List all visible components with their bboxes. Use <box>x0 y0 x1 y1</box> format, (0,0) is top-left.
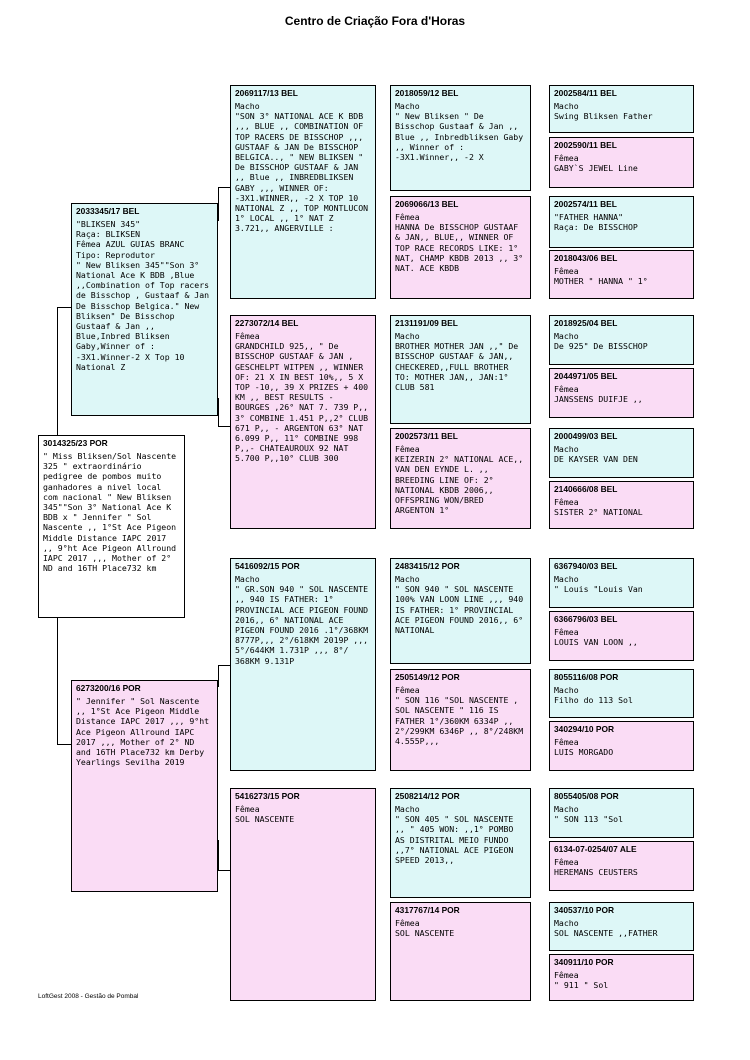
great-grandparent-card <box>390 788 531 898</box>
ancestor-card <box>549 368 694 418</box>
ring-number: 8055116/08 POR <box>554 672 619 682</box>
ring-number: 3014325/23 POR <box>43 438 108 448</box>
sex-label: Fêmea <box>235 804 260 814</box>
ring-number: 2273072/14 BEL <box>235 318 299 328</box>
pedigree-notes: MOTHER " HANNA " 1° <box>554 276 648 287</box>
great-grandparent-card <box>390 85 531 191</box>
sex-label: Macho <box>395 101 420 111</box>
ancestor-card <box>549 902 694 951</box>
sex-label: Fêmea <box>554 384 579 394</box>
grandparent-card <box>230 558 376 771</box>
ring-number: 2483415/12 POR <box>395 561 460 571</box>
connector-line <box>57 307 71 308</box>
ancestor-card <box>549 841 694 891</box>
ring-number: 6273200/16 POR <box>76 683 141 693</box>
pedigree-notes: " Miss Bliksen/Sol Nascente 325 " extraordinário pedigree de pombos muito ganhadores a nivel local com nacional " New Bliksen 345""Son 3° National Ace K BDB x " Jennifer " Sol Nascente ,, 1°St Ace Pigeon Middle Distance IAPC 2017 ,, 9°ht Ace Pigeon Allround IAPC 2017 ,,, Mother of 2° ND and 16TH Place732 km <box>43 451 177 574</box>
connector-line <box>57 307 58 435</box>
pedigree-notes: JANSSENS DUIFJE ,, <box>554 394 643 405</box>
ring-number: 2505149/12 POR <box>395 672 460 682</box>
ancestor-card <box>549 315 694 365</box>
ancestor-card <box>549 611 694 661</box>
ring-number: 2131191/09 BEL <box>395 318 458 328</box>
ring-number: 340911/10 POR <box>554 957 614 967</box>
ring-number: 5416273/15 POR <box>235 791 300 801</box>
ring-number: 2002590/11 BEL <box>554 140 617 150</box>
ring-number: 2140666/08 BEL <box>554 484 618 494</box>
ring-number: 2002574/11 BEL <box>554 199 617 209</box>
sex-label: Macho <box>554 101 579 111</box>
pedigree-notes: GABY`S JEWEL Line <box>554 163 638 174</box>
pedigree-notes: " Jennifer " Sol Nascente ,, 1°St Ace Pigeon Middle Distance IAPC 2017 ,,, 9°ht Ace Pigeon Allround IAPC 2017 ,,, Mother of 2° ND and 16TH Place732 km Derby Yearlings Sevilha 2019 <box>76 696 210 768</box>
ring-number: 2033345/17 BEL <box>76 206 140 216</box>
sex-label: Fêmea <box>554 970 579 980</box>
pedigree-notes: Filho do 113 Sol <box>554 695 633 706</box>
ring-number: 2002573/11 BEL <box>395 431 458 441</box>
sex-label: Macho <box>554 331 579 341</box>
great-grandparent-card <box>390 558 531 664</box>
sex-label: Macho <box>554 804 579 814</box>
sex-label: Fêmea <box>554 497 579 507</box>
pedigree-notes: SOL NASCENTE ,,FATHER <box>554 928 658 939</box>
sex-label: Fêmea <box>554 627 579 637</box>
ancestor-card <box>549 428 694 478</box>
connector-line <box>218 187 230 188</box>
ancestor-card <box>549 85 694 133</box>
ring-number: 4317767/14 POR <box>395 905 460 915</box>
sex-label: Macho <box>554 918 579 928</box>
connector-line <box>218 870 230 871</box>
pedigree-notes: Raça: De BISSCHOP <box>554 222 638 233</box>
ring-number: 6366796/03 BEL <box>554 614 618 624</box>
sex-label: Macho <box>235 574 260 584</box>
pedigree-notes: "SON 3° NATIONAL ACE K BDB ,,, BLUE ,, COMBINATION OF TOP RACERS DE BISSCHOP ,,, GUSTAAF & JAN De BISSCHOP BELGICA.., " NEW BLIKSEN " De BISSCHOP GUSTAAF & JAN ,, Blue ,, INBREDBLIKSEN GABY ,,, WINNER OF: -3X1.WINNER,, -2 X TOP 10 NATIONAL Z ,, TOP MONTLUCON 1° LOCAL ,, 1° NAT Z 3.721,, ANGERVILLE : <box>235 111 369 234</box>
sex-label: Fêmea <box>395 918 420 928</box>
sex-label: Macho <box>554 685 579 695</box>
pedigree-notes: SOL NASCENTE <box>235 814 295 825</box>
sex-label: Macho <box>395 574 420 584</box>
pedigree-notes: GRANDCHILD 925,, " De BISSCHOP GUSTAAF & JAN , GESCHELPT WITPEN ,, WINNER OF: 21 X IN BEST 10%,, 5 X TOP -10,, 39 X PRIZES + 400 KM ,, BEST RESULTS - BOURGES ,26° NAT 7. 739 P,, 3° COMBINE 1.451 P,,2° CLUB 671 P,, - ARGENTON 63° NAT 6.099 P,, 11° COMBINE 998 P,,- CHATEAUROUX 92 NAT 5.700 P,,10° CLUB 300 <box>235 341 369 464</box>
ring-number: 5416092/15 POR <box>235 561 300 571</box>
ring-number: 2069117/13 BEL <box>235 88 298 98</box>
pedigree-notes: BROTHER MOTHER JAN ,," De BISSCHOP GUSTAAF & JAN,, CHECKERED,,FULL BROTHER TO: MOTHER JAN,, JAN:1° CLUB 581 <box>395 341 519 393</box>
page-title: Centro de Criação Fora d'Horas <box>284 14 466 28</box>
pedigree-notes: SISTER 2° NATIONAL <box>554 507 643 518</box>
ring-number: 6134-07-0254/07 ALE <box>554 844 637 854</box>
pedigree-notes: " Louis "Louis Van <box>554 584 643 595</box>
pedigree-notes: " SON 405 " SOL NASCENTE ,, " 405 WON: ,,1° POMBO AS DISTRITAL MEIO FUNDO ,,7° NATIONAL ACE PIGEON SPEED 2013,, <box>395 814 514 866</box>
sex-label: Fêmea <box>235 331 260 341</box>
pedigree-notes: LOUIS VAN LOON ,, <box>554 637 638 648</box>
great-grandparent-card <box>390 196 531 299</box>
sex-label: Macho <box>554 574 579 584</box>
connector-line <box>57 744 71 745</box>
connector-line <box>218 398 219 426</box>
sex-label: Fêmea <box>395 212 420 222</box>
great-grandparent-card <box>390 902 531 1001</box>
ring-number: 2069066/13 BEL <box>395 199 459 209</box>
sex-label: Fêmea <box>554 266 579 276</box>
sire-card <box>71 203 218 416</box>
grandparent-card <box>230 85 376 299</box>
sex-label: Fêmea <box>554 153 579 163</box>
ancestor-card <box>549 137 694 188</box>
great-grandparent-card <box>390 669 531 771</box>
pedigree-notes: "BLIKSEN 345" Raça: BLIKSEN Fêmea AZUL GUIAS BRANC Tipo: Reprodutor " New Bliksen 345""Son 3° National Ace K BDB ,Blue ,,Combination of Top racers de Bisschop , Gustaaf & Jan De Bisschop Belgica." New Bliksen" De Bisschop Gustaaf & Jan ,, Blue,Inbred Bliksen Gaby,Winner of : -3X1.Winner-2 X Top 10 National Z <box>76 219 210 372</box>
pedigree-notes: KEIZERIN 2° NATIONAL ACE,, VAN DEN EYNDE L. ,, BREEDING LINE OF: 2° NATIONAL KBDB 2006,, OFFSPRING WON/BRED ARGENTON 1° <box>395 454 524 516</box>
grandparent-card <box>230 315 376 529</box>
pedigree-notes: LUIS MORGADO <box>554 747 614 758</box>
ring-number: 2018043/06 BEL <box>554 253 618 263</box>
pedigree-notes: " GR.SON 940 " SOL NASCENTE ,, 940 IS FATHER: 1° PROVINCIAL ACE PIGEON FOUND 2016,, 6° NATIONAL ACE PIGEON FOUND 2016 .1°/368KM 8777P,,, 2°/618KM 2019P ,,, 5°/644KM 1.731P ,,, 8°/ 368KM 9.131P <box>235 584 369 666</box>
connector-line <box>218 187 219 221</box>
pedigree-notes: " SON 116 "SOL NASCENTE , SOL NASCENTE " 116 IS FATHER 1°/360KM 6334P ,, 2°/299KM 6346P ,, 8°/248KM 4.555P,,, <box>395 695 524 747</box>
pedigree-notes: " SON 940 " SOL NASCENTE 100% VAN LOON LINE ,,, 940 IS FATHER: 1° PROVINCIAL ACE PIGEON FOUND 2016,, 6° NATIONAL <box>395 584 524 636</box>
connector-line <box>57 618 58 744</box>
pedigree-notes: De 925" De BISSCHOP <box>554 341 648 352</box>
sex-label: Fêmea <box>395 444 420 454</box>
pedigree-notes: HANNA De BISSCHOP GUSTAAF & JAN,, BLUE,, WINNER OF TOP RACE RECORDS LIKE: 1° NAT, CHAMP KBDB 2013 ,, 3° NAT. ACE KBDB <box>395 222 524 274</box>
ring-number: 6367940/03 BEL <box>554 561 618 571</box>
pedigree-notes: DE KAYSER VAN DEN <box>554 454 638 465</box>
sex-label: Fêmea <box>554 737 579 747</box>
ancestor-card <box>549 669 694 718</box>
sex-label: Macho <box>554 444 579 454</box>
grandparent-card <box>230 788 376 1001</box>
connector-line <box>218 665 230 666</box>
ring-number: 2002584/11 BEL <box>554 88 617 98</box>
pedigree-notes: HEREMANS CEUSTERS <box>554 867 638 878</box>
footer-credit: LoftGest 2008 - Gestão de Pombal <box>38 993 139 1000</box>
ancestor-card <box>549 481 694 529</box>
connector-line <box>218 665 219 687</box>
ring-number: 2000499/03 BEL <box>554 431 618 441</box>
sex-label: "FATHER HANNA" <box>554 212 624 222</box>
ring-number: 340537/10 POR <box>554 905 615 915</box>
dam-card <box>71 680 218 892</box>
sex-label: Macho <box>395 331 420 341</box>
pedigree-root-card <box>38 435 185 618</box>
ancestor-card <box>549 954 694 1001</box>
connector-line <box>218 426 230 427</box>
ring-number: 2044971/05 BEL <box>554 371 618 381</box>
ancestor-card <box>549 196 694 248</box>
sex-label: Macho <box>235 101 260 111</box>
ancestor-card <box>549 558 694 608</box>
pedigree-notes: SOL NASCENTE <box>395 928 455 939</box>
sex-label: Macho <box>395 804 420 814</box>
ancestor-card <box>549 788 694 838</box>
ancestor-card <box>549 250 694 299</box>
ring-number: 8055405/08 POR <box>554 791 619 801</box>
pedigree-notes: " 911 " Sol <box>554 980 609 991</box>
pedigree-notes: " SON 113 "Sol <box>554 814 624 825</box>
sex-label: Fêmea <box>554 857 579 867</box>
ancestor-card <box>549 721 694 771</box>
ring-number: 2018059/12 BEL <box>395 88 459 98</box>
sex-label: Fêmea <box>395 685 420 695</box>
connector-line <box>218 840 219 870</box>
great-grandparent-card <box>390 315 531 424</box>
pedigree-notes: Swing Bliksen Father <box>554 111 653 122</box>
great-grandparent-card <box>390 428 531 529</box>
ring-number: 2508214/12 POR <box>395 791 460 801</box>
ring-number: 340294/10 POR <box>554 724 615 734</box>
ring-number: 2018925/04 BEL <box>554 318 618 328</box>
pedigree-notes: " New Bliksen " De Bisschop Gustaaf & Jan ,, Blue ,, Inbredbliksen Gaby ,, Winner of : -3X1.Winner,, -2 X <box>395 111 524 163</box>
